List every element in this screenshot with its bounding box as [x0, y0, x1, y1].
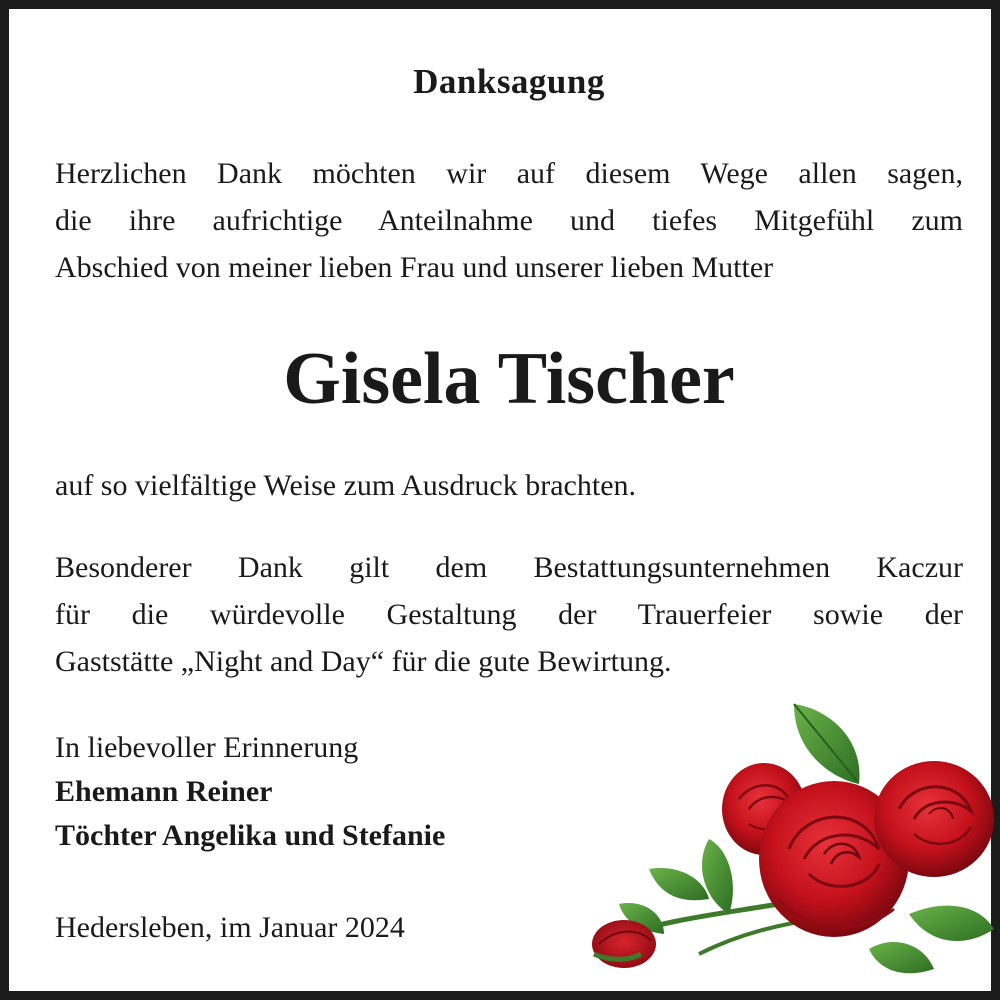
mourner-name: Ehemann Reiner — [55, 775, 273, 808]
roses-image — [579, 699, 999, 999]
thanks-paragraph — [55, 544, 963, 685]
notice-heading: Danksagung — [413, 62, 605, 101]
deceased-name: Gisela Tischer — [283, 338, 735, 420]
intro-paragraph — [55, 150, 963, 291]
remembrance-text: In liebevoller Erinnerung — [55, 731, 359, 764]
mourner-name: Töchter Angelika und Stefanie — [55, 819, 446, 852]
closing-line: auf so vielfältige Weise zum Ausdruck brachten. — [55, 469, 637, 502]
intro-line: Abschied von meiner lieben Frau und unserer lieben Mutter — [55, 251, 774, 284]
thanks-line: für die würdevolle Gestaltung der Trauerfeier sowie der — [55, 598, 963, 631]
place-date: Hedersleben, im Januar 2024 — [55, 911, 405, 944]
thanks-line: Gaststätte „Night and Day“ für die gute Bewirtung. — [55, 645, 672, 678]
intro-line: die ihre aufrichtige Anteilnahme und tiefes Mitgefühl zum — [55, 204, 963, 237]
signature-block — [55, 726, 445, 858]
thanks-line: Besonderer Dank gilt dem Bestattungsunternehmen Kaczur — [55, 551, 963, 584]
intro-line: Herzlichen Dank möchten wir auf diesem Wege allen sagen, — [55, 157, 963, 190]
